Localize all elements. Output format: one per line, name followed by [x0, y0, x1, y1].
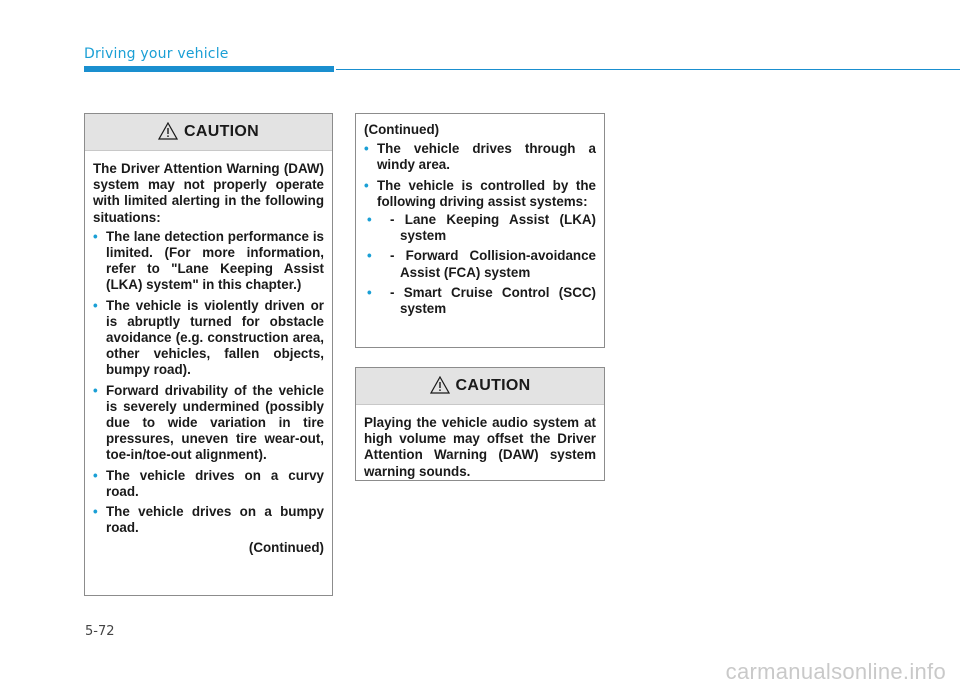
- caution-text: Playing the vehicle audio system at high volume may offset the Driver Attention Warning (DAW) system warning sounds.: [364, 415, 596, 479]
- warning-triangle-icon: [158, 122, 178, 140]
- caution-title: CAUTION: [455, 377, 531, 394]
- caution-intro: The Driver Attention Warning (DAW) system may not properly operate with limited alerting in the following situations:: [93, 161, 324, 225]
- list-item: • The vehicle drives on a bumpy road.: [93, 504, 324, 536]
- caution-body: [356, 114, 604, 329]
- sub-list-item: • - Lane Keeping Assist (LKA) system: [377, 212, 596, 244]
- caution-header: [356, 368, 604, 405]
- sub-list-item: • - Smart Cruise Control (SCC) system: [377, 285, 596, 317]
- watermark: carmanualsonline.info: [725, 659, 946, 684]
- caution-body: [356, 405, 604, 491]
- list-item: • The vehicle is violently driven or is abruptly turned for obstacle avoidance (e.g. construction area, other vehicles, fallen objects, bumpy road).: [93, 298, 324, 379]
- caution-box-left: [84, 113, 333, 596]
- continued-label: (Continued): [364, 122, 440, 137]
- header-rule-thick: [84, 66, 334, 72]
- header-rule-thin: [336, 69, 960, 70]
- list-item: [364, 178, 596, 318]
- caution-bullet-list: [93, 229, 324, 537]
- warning-triangle-icon: [430, 376, 450, 394]
- list-item: • The lane detection performance is limited. (For more information, refer to "Lane Keeping Assist (LKA) system" in this chapter.): [93, 229, 324, 294]
- list-item-text: The vehicle is controlled by the following driving assist systems:: [377, 177, 596, 209]
- caution-bullet-list: [364, 141, 596, 317]
- caution-box-right: [355, 367, 605, 481]
- list-item: • The vehicle drives through a windy area.: [364, 141, 596, 173]
- continued-label: (Continued): [248, 540, 324, 556]
- sub-list: [377, 212, 596, 317]
- list-item: • The vehicle drives on a curvy road.: [93, 468, 324, 500]
- caution-box-continued: [355, 113, 605, 348]
- page-number: 5-72: [85, 624, 115, 639]
- caution-header: [85, 114, 332, 151]
- caution-title: CAUTION: [184, 123, 259, 140]
- caution-body: [85, 151, 332, 565]
- list-item: • Forward drivability of the vehicle is severely undermined (possibly due to wide variation in tire pressures, uneven tire wear-out, toe-in/toe-out alignment).: [93, 383, 324, 464]
- section-title: Driving your vehicle: [84, 46, 229, 62]
- sub-list-item: • - Forward Collision-avoidance Assist (FCA) system: [377, 248, 596, 280]
